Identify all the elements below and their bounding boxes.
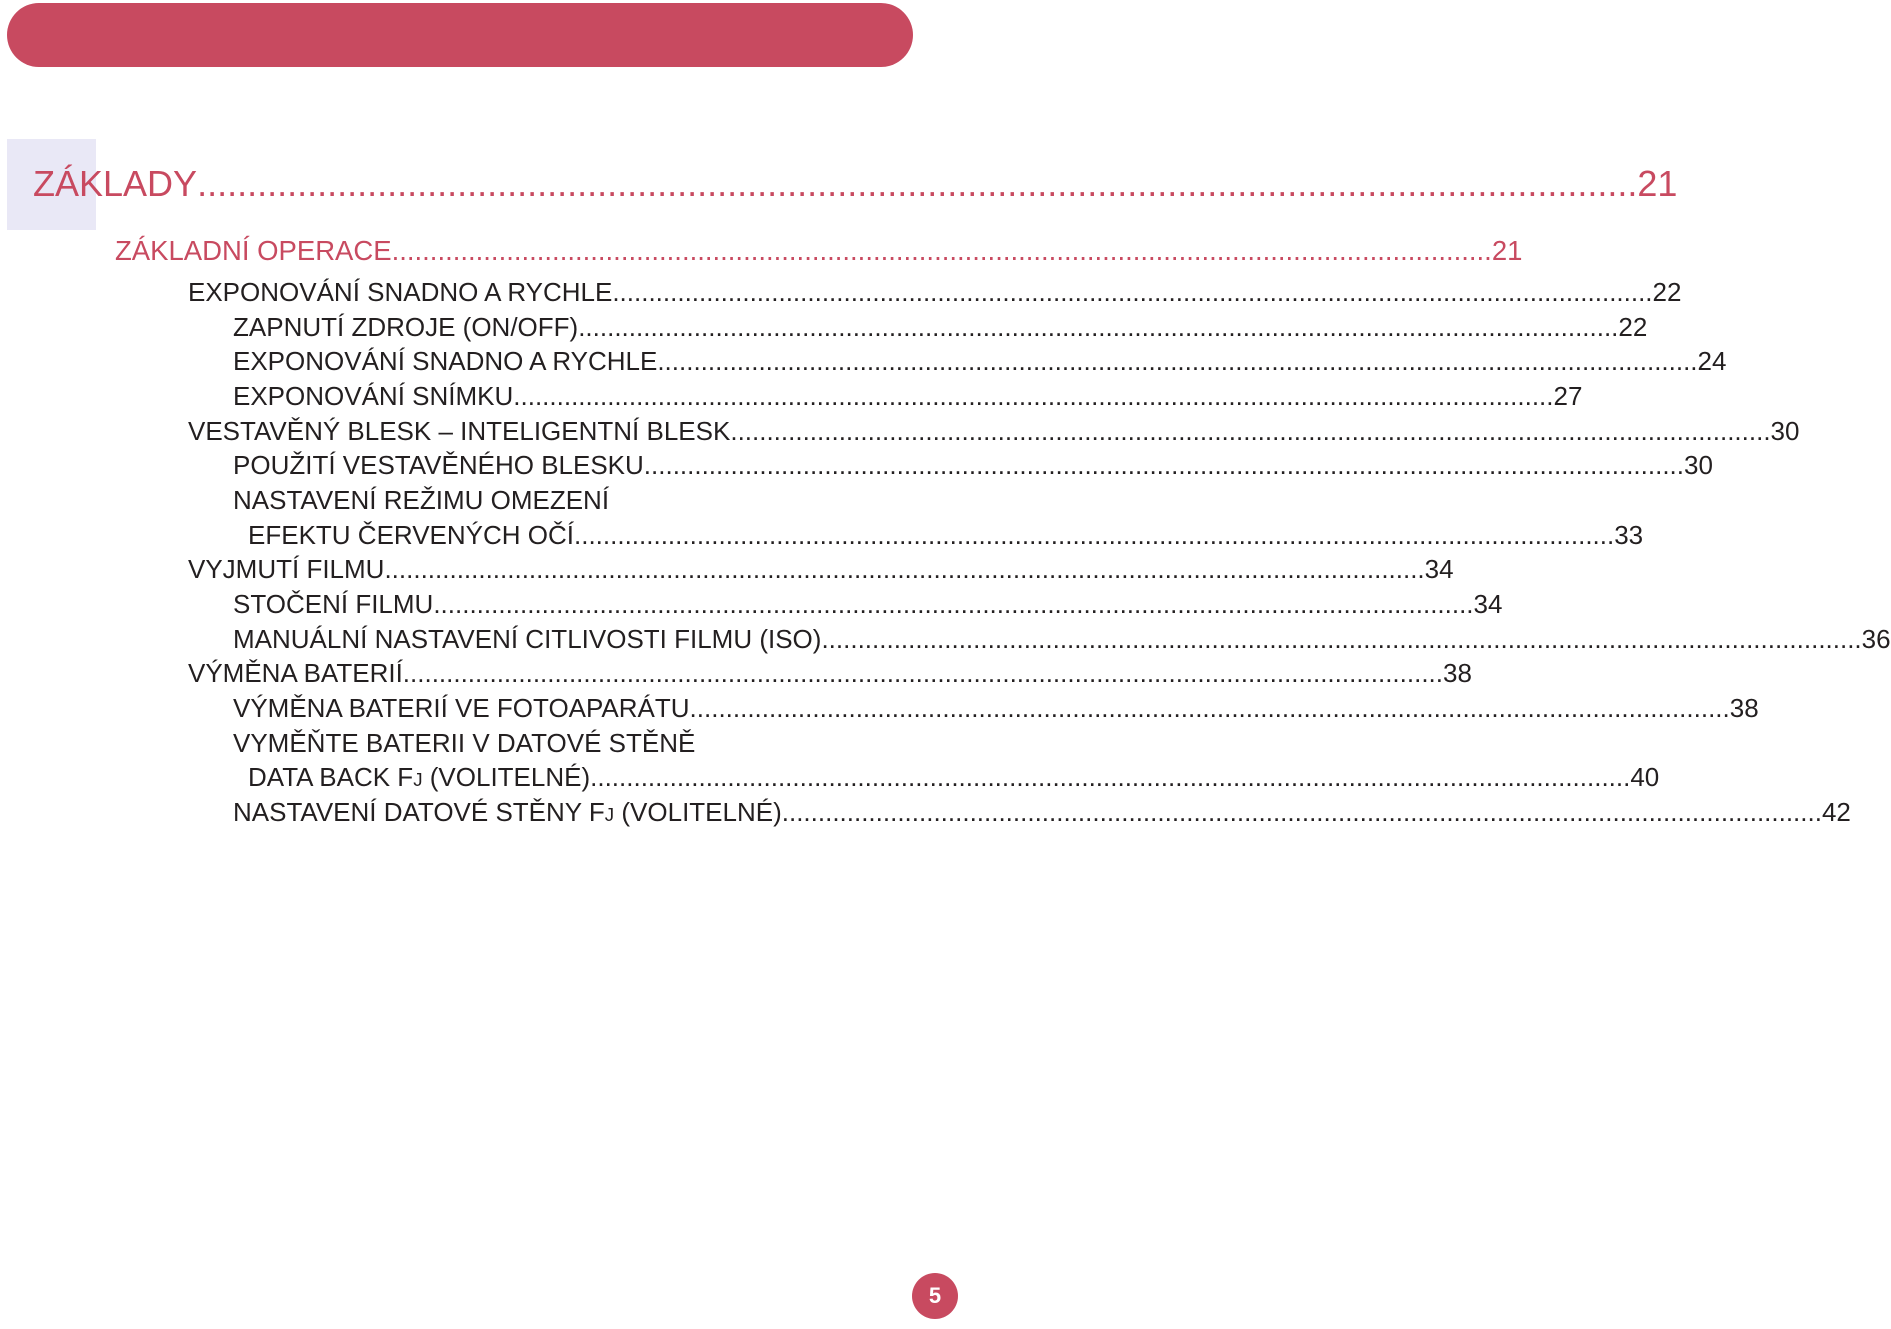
- entry-page: 38: [1729, 693, 1759, 723]
- top-banner: [7, 3, 913, 67]
- entry-title: EXPONOVÁNÍ SNADNO A RYCHLE: [188, 277, 613, 307]
- leader-dots: ................................................................................................................................................: [574, 520, 1615, 550]
- entry-title: VESTAVĚNÝ BLESK – INTELIGENTNÍ BLESK: [188, 416, 731, 446]
- toc-entry[interactable]: [233, 312, 1648, 342]
- leader-dots: ................................................................................................................................................: [391, 235, 1492, 266]
- toc-chapter-heading[interactable]: [33, 163, 1678, 204]
- leader-dots: ................................................................................................................................................: [402, 658, 1443, 688]
- entry-page: 24: [1697, 346, 1727, 376]
- entry-title-smallcaps: J: [413, 769, 423, 790]
- leader-dots: ................................................................................................................................................: [821, 624, 1862, 654]
- leader-dots: ................................................................................................................................................: [689, 693, 1730, 723]
- toc-entry[interactable]: [188, 658, 1472, 688]
- entry-page: 30: [1770, 416, 1800, 446]
- toc-entry[interactable]: [233, 381, 1583, 411]
- entry-page: 30: [1684, 450, 1713, 480]
- section-page: 21: [1491, 235, 1523, 266]
- toc-entry[interactable]: [248, 762, 1660, 792]
- toc-entry[interactable]: [188, 554, 1454, 584]
- entry-title: ZAPNUTÍ ZDROJE (ON/OFF): [233, 312, 579, 342]
- toc-entry-first-line[interactable]: [233, 487, 912, 513]
- leader-dots: ................................................................................................................................................: [612, 277, 1653, 307]
- entry-page: 22: [1618, 312, 1648, 342]
- toc-entry[interactable]: [248, 520, 1644, 550]
- entry-page: 36: [1861, 624, 1891, 654]
- leader-dots: ................................................................................................................................................: [730, 416, 1771, 446]
- entry-title: VYMĚŇTE BATERII V DATOVÉ STĚNĚ: [233, 728, 696, 758]
- entry-title: POUŽITÍ VESTAVĚNÉHO BLESKU: [233, 450, 644, 480]
- entry-title: VYJMUTÍ FILMU: [188, 554, 385, 584]
- toc-entry-first-line[interactable]: [233, 730, 912, 756]
- toc-entry[interactable]: [233, 693, 1759, 723]
- leader-dots: ................................................................................................................................................: [578, 312, 1619, 342]
- entry-page: 27: [1553, 381, 1583, 411]
- entry-title: MANUÁLNÍ NASTAVENÍ CITLIVOSTI FILMU (ISO): [233, 624, 822, 654]
- entry-title: VÝMĚNA BATERIÍ: [188, 658, 403, 688]
- leader-dots: ................................................................................................................................................: [781, 797, 1822, 827]
- leader-dots: ................................................................................................................................................: [643, 450, 1684, 480]
- entry-title: EFEKTU ČERVENÝCH OČÍ: [248, 520, 575, 550]
- chapter-title: ZÁKLADY: [33, 163, 198, 204]
- leader-dots: ................................................................................................................................................: [590, 762, 1631, 792]
- toc-entry[interactable]: [233, 346, 1727, 376]
- leader-dots: ................................................................................................................................................: [384, 554, 1425, 584]
- section-title: ZÁKLADNÍ OPERACE: [115, 235, 392, 266]
- leader-dots: ................................................................................................................................................: [513, 381, 1554, 411]
- leader-dots: ................................................................................................................................................: [197, 163, 1638, 204]
- entry-title: EXPONOVÁNÍ SNADNO A RYCHLE: [233, 346, 658, 376]
- entry-page: 42: [1821, 797, 1851, 827]
- entry-title: STOČENÍ FILMU: [233, 589, 434, 619]
- entry-title: [248, 764, 590, 790]
- entry-title: EXPONOVÁNÍ SNÍMKU: [233, 381, 514, 411]
- page-number-badge: 5: [912, 1273, 958, 1319]
- toc-entry[interactable]: [188, 277, 1682, 307]
- entry-title: VÝMĚNA BATERIÍ VE FOTOAPARÁTU: [233, 693, 690, 723]
- entry-title-part: (VOLITELNÉ): [422, 762, 591, 792]
- toc-entry[interactable]: [233, 797, 1851, 827]
- entry-page: 22: [1652, 277, 1682, 307]
- toc-section-heading[interactable]: [115, 235, 1523, 266]
- entry-title-part: (VOLITELNÉ): [614, 797, 782, 827]
- entry-title-smallcaps: J: [604, 804, 615, 825]
- entry-title: NASTAVENÍ REŽIMU OMEZENÍ: [233, 485, 610, 515]
- entry-title-part: DATA BACK F: [248, 762, 414, 792]
- toc-entry[interactable]: [233, 624, 1891, 654]
- toc-entry[interactable]: [188, 416, 1800, 446]
- chapter-page: 21: [1637, 163, 1678, 204]
- entry-page: 38: [1443, 658, 1472, 688]
- leader-dots: ................................................................................................................................................: [657, 346, 1698, 376]
- entry-page: 34: [1424, 554, 1454, 584]
- entry-page: 34: [1473, 589, 1503, 619]
- entry-page: 40: [1630, 762, 1660, 792]
- entry-page: 33: [1614, 520, 1644, 550]
- entry-title: [233, 799, 782, 825]
- toc-entry[interactable]: [233, 450, 1713, 480]
- toc-entry[interactable]: [233, 589, 1503, 619]
- entry-title-part: NASTAVENÍ DATOVÉ STĚNY F: [233, 797, 605, 827]
- leader-dots: ................................................................................................................................................: [433, 589, 1474, 619]
